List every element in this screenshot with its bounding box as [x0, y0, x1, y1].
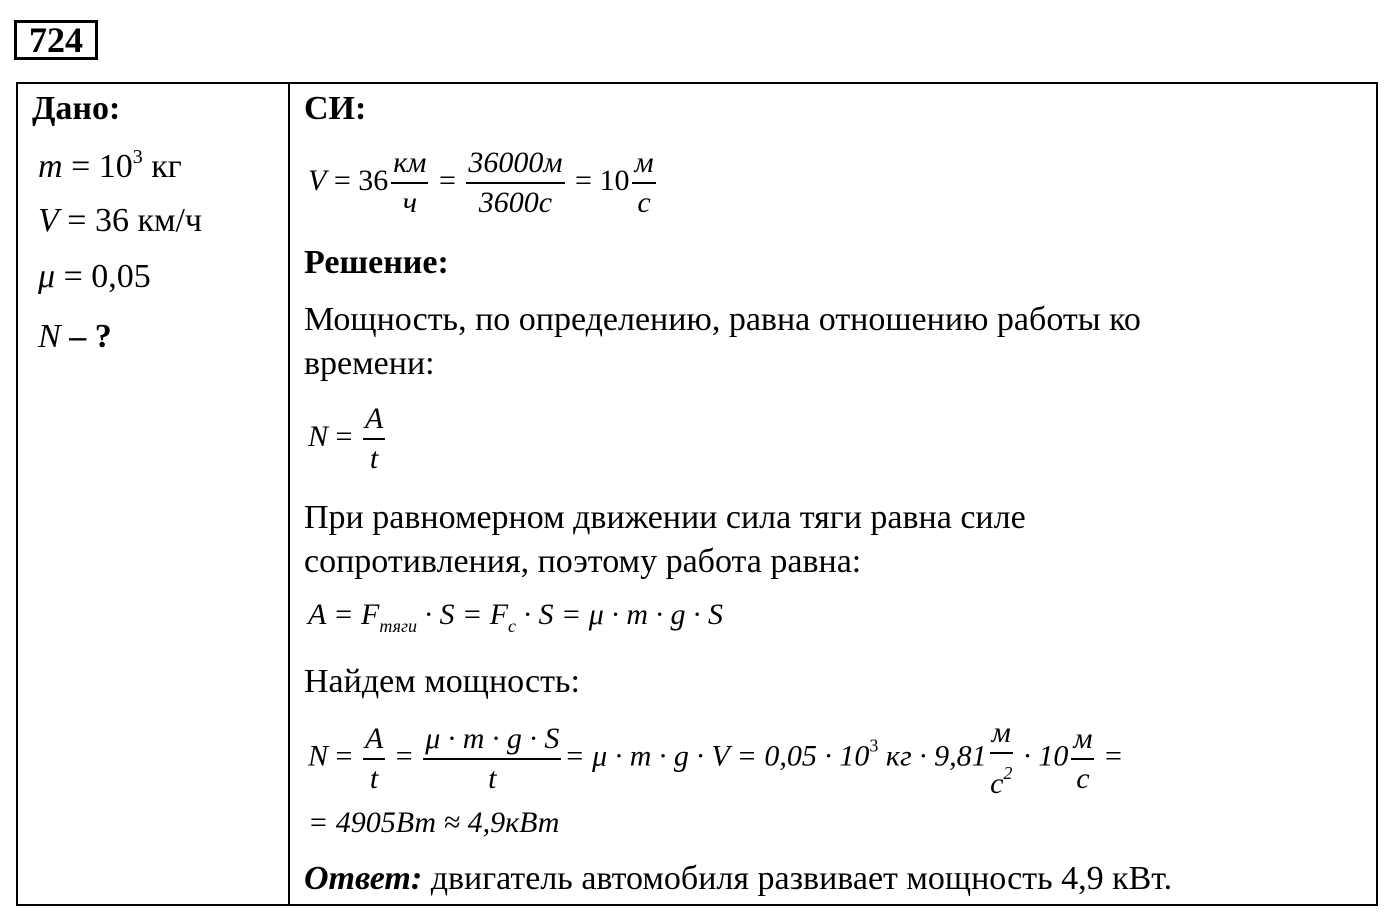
- frac-final-a-t: [363, 720, 385, 798]
- given-friction: [38, 258, 151, 296]
- given-velocity-eq: = 36 км/ч: [58, 202, 203, 239]
- work-formula: [308, 598, 723, 637]
- solution-table: [16, 82, 1378, 906]
- frac-final-accel: [990, 714, 1013, 803]
- frac-a-t: [363, 400, 385, 478]
- final-result: = 4905Вт ≈ 4,9кВт: [308, 806, 560, 839]
- work-part-a: A = F: [308, 598, 380, 631]
- frac-km-h: [391, 144, 428, 222]
- given-friction-eq: = 0,05: [55, 258, 151, 295]
- si-lhs: V: [308, 163, 327, 197]
- frac-den: [990, 754, 1013, 803]
- given-header: Дано:: [32, 90, 121, 127]
- si-eq1: = 36: [326, 163, 389, 197]
- frac-final-speed: [1071, 720, 1094, 798]
- si-header: СИ:: [304, 90, 367, 127]
- frac-m-s-conv: [466, 144, 564, 222]
- frac-num: A: [363, 720, 385, 760]
- frac-num: м: [990, 714, 1013, 754]
- var-m: m: [38, 148, 63, 185]
- final-mid3: · 10: [1015, 739, 1069, 773]
- frac-den: t: [369, 442, 379, 475]
- si-eq3: 10: [599, 163, 630, 197]
- final-mid-exp: 3: [869, 735, 879, 756]
- frac-den-base: с: [990, 767, 1004, 800]
- given-unknown: [38, 318, 112, 356]
- frac-den-exp: 2: [1003, 763, 1013, 783]
- work-sub-resistance: с: [508, 616, 517, 636]
- var-mu: μ: [38, 258, 56, 295]
- final-formula: N = $\frac{A}{t}$ = $\frac{\mu \cdot m \cdot g \cdot S}{t}$ = $\mu \cdot m \cdot g \cdot V = 0,05 \cdot 10^3$ кг · 9,81 $\frac{м}{с^2}$ · 10 $\frac{м}{с}$ =: [308, 714, 1122, 803]
- answer: [304, 860, 1172, 898]
- power-definition-formula: N = $\frac{A}{t}$: [308, 400, 388, 478]
- para2-line1: При равномерном движении сила тяги равна силе: [304, 499, 1026, 536]
- answer-text: двигатель автомобиля развивает мощность 4,9 кВт.: [422, 860, 1173, 897]
- frac-num: км: [391, 144, 428, 184]
- frac-den: с: [1076, 761, 1090, 795]
- para1-line1: Мощность, по определению, равна отношению работы ко: [304, 301, 1141, 338]
- frac-num: A: [363, 400, 385, 440]
- frac-den: с: [637, 186, 651, 219]
- given-mass: [38, 146, 182, 186]
- final-mid2: кг · 9,81: [878, 739, 987, 773]
- si-formula: V = 36 $\frac{км}{ч}$ = $\frac{36000м}{3600с}$ = 10 $\frac{м}{с}$: [308, 144, 659, 222]
- frac-num: μ · m · g · S: [423, 720, 561, 760]
- frac-den: 3600с: [478, 186, 553, 219]
- frac-num: м: [1071, 720, 1094, 760]
- frac-den: ч: [402, 186, 417, 219]
- para1-line2: времени:: [304, 345, 435, 382]
- solution-header: Решение:: [304, 244, 449, 281]
- para2-line2: сопротивления, поэтому работа равна:: [304, 543, 862, 580]
- power-lhs: N: [308, 419, 329, 453]
- final-mid: = μ · m · g · V = 0,05 · 10: [564, 739, 870, 773]
- frac-den: t: [369, 761, 379, 795]
- frac-num: 36000м: [466, 144, 564, 184]
- problem-number: 724: [14, 20, 98, 60]
- para3: Найдем мощность:: [304, 663, 580, 700]
- var-v: V: [38, 202, 59, 239]
- frac-m-s: [632, 144, 655, 222]
- frac-num: м: [632, 144, 655, 184]
- frac-final-work-t: [423, 720, 561, 798]
- work-part-b: · S = F: [416, 598, 509, 631]
- frac-den: t: [488, 761, 497, 795]
- given-mass-eq: = 10: [62, 148, 133, 185]
- given-unknown-eq: – ?: [60, 318, 112, 355]
- given-mass-exp: 3: [132, 146, 143, 168]
- column-divider: [288, 84, 290, 904]
- work-part-c: · S = μ · m · g · S: [516, 598, 724, 631]
- work-sub-traction: тяги: [379, 616, 417, 636]
- given-mass-unit: кг: [142, 148, 182, 185]
- var-n: N: [38, 318, 61, 355]
- final-lhs: N: [308, 739, 329, 773]
- final-tail: =: [1097, 739, 1122, 773]
- answer-label: Ответ:: [304, 860, 423, 897]
- given-velocity: [38, 202, 202, 240]
